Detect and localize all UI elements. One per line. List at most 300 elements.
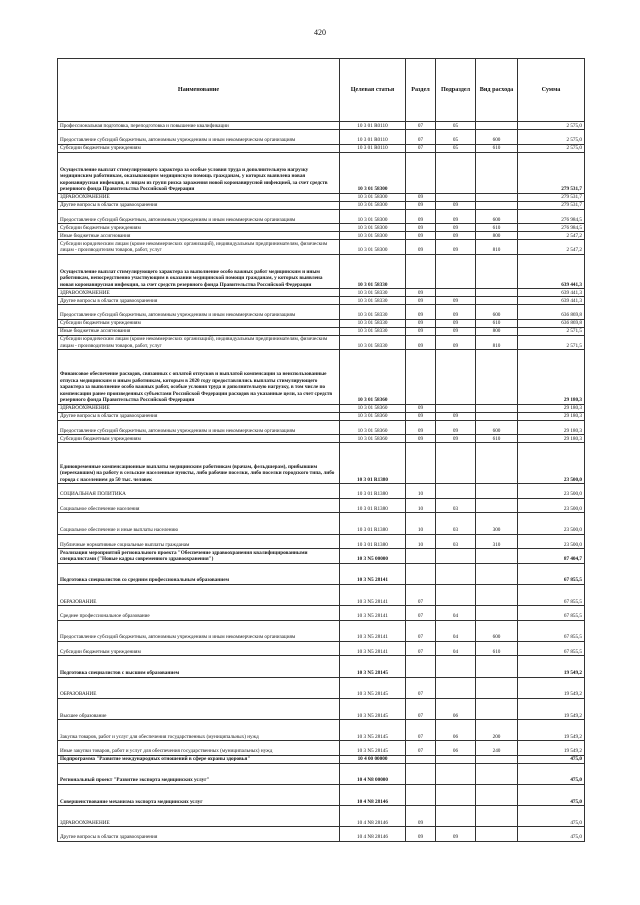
cell-amount: 639 441,3 xyxy=(518,254,585,288)
cell-amount: 67 855,5 xyxy=(518,563,585,584)
cell-subsection: 04 xyxy=(436,641,476,656)
cell-target: 10 3 N5 28141 xyxy=(340,606,406,621)
cell-name: Другие вопросы в области здравоохранения xyxy=(58,297,340,305)
cell-subsection: 09 xyxy=(436,327,476,335)
table-row xyxy=(58,698,585,719)
cell-expense-type xyxy=(476,404,518,412)
cell-section: 07 xyxy=(406,720,436,741)
cell-expense-type: 610 xyxy=(476,641,518,656)
cell-expense-type: 600 xyxy=(476,209,518,224)
cell-target: 10 4 N8 28146 xyxy=(340,806,406,827)
cell-expense-type: 600 xyxy=(476,620,518,641)
cell-expense-type xyxy=(476,193,518,201)
cell-section: 09 xyxy=(406,209,436,224)
cell-name: Субсидии юридическим лицам (кроме некоммерческих организаций), индивидуальным предпринимателям, физическим лицам - производителям товаров, работ, услуг xyxy=(58,240,340,255)
cell-subsection: 09 xyxy=(436,201,476,209)
cell-name: Подготовка специалистов с высшим образованием xyxy=(58,656,340,677)
cell-expense-type: 600 xyxy=(476,305,518,320)
table-row xyxy=(58,224,585,232)
cell-amount: 67 855,5 xyxy=(518,641,585,656)
table-row xyxy=(58,549,585,564)
cell-target: 10 3 01 58300 xyxy=(340,152,406,193)
cell-target: 10 3 01 58330 xyxy=(340,327,406,335)
table-row xyxy=(58,335,585,350)
cell-section: 09 xyxy=(406,193,436,201)
header-target: Целевая статья xyxy=(340,59,406,122)
cell-subsection: 09 xyxy=(436,297,476,305)
cell-name: Социальное обеспечение населения xyxy=(58,498,340,513)
cell-name: Субсидии бюджетным учреждениям xyxy=(58,224,340,232)
budget-table xyxy=(57,58,585,842)
cell-name: Субсидии бюджетным учреждениям xyxy=(58,641,340,656)
cell-expense-type xyxy=(476,806,518,827)
cell-name: Социальное обеспечение и иные выплаты населению xyxy=(58,513,340,534)
table-row xyxy=(58,404,585,412)
cell-target: 10 3 01 58300 xyxy=(340,232,406,240)
cell-target: 10 3 01 58300 xyxy=(340,240,406,255)
cell-amount: 19 549,2 xyxy=(518,677,585,698)
cell-subsection xyxy=(436,404,476,412)
cell-target: 10 3 N5 28141 xyxy=(340,620,406,641)
cell-target: 10 3 N5 28145 xyxy=(340,720,406,741)
cell-subsection: 05 xyxy=(436,122,476,130)
cell-expense-type xyxy=(476,297,518,305)
cell-subsection: 09 xyxy=(436,209,476,224)
cell-name: Реализация мероприятий регионального проекта "Обеспечение здравоохранения квалифицированными специалистами ("Новые кадры современного здравоохранения") xyxy=(58,549,340,564)
cell-name: Осуществление выплат стимулирующего характера за особые условия труда и дополнительную нагрузку медицинским работникам, оказывающим медицинскую помощь гражданам, у которых выявлена новая коронавирусная инфекция, и лицам из групп риска заражения новой коронавирусной инфекцией, за счет средств резервного фонда Правительства Российской Федерации xyxy=(58,152,340,193)
table-row xyxy=(58,784,585,805)
cell-amount: 475,0 xyxy=(518,827,585,842)
cell-subsection xyxy=(436,763,476,784)
cell-target: 10 3 01 58330 xyxy=(340,254,406,288)
table-row xyxy=(58,534,585,549)
cell-expense-type xyxy=(476,549,518,564)
cell-target: 10 3 01 R0110 xyxy=(340,122,406,130)
cell-target: 10 3 N5 00000 xyxy=(340,549,406,564)
cell-name: СОЦИАЛЬНАЯ ПОЛИТИКА xyxy=(58,484,340,499)
cell-amount: 2 571,5 xyxy=(518,327,585,335)
cell-name: Публичные нормативные социальные выплаты гражданам xyxy=(58,534,340,549)
cell-target: 10 3 01 58330 xyxy=(340,305,406,320)
cell-expense-type xyxy=(476,122,518,130)
cell-section: 09 xyxy=(406,435,436,443)
cell-target: 10 3 01 58360 xyxy=(340,435,406,443)
cell-amount: 639 441,3 xyxy=(518,289,585,297)
cell-target: 10 3 01 58330 xyxy=(340,319,406,327)
cell-expense-type: 810 xyxy=(476,335,518,350)
cell-expense-type xyxy=(476,763,518,784)
cell-expense-type: 610 xyxy=(476,435,518,443)
cell-subsection: 09 xyxy=(436,240,476,255)
cell-amount: 2 547,2 xyxy=(518,240,585,255)
cell-name: Иные закупки товаров, работ и услуг для обеспечения государственных (муниципальных) нужд xyxy=(58,741,340,756)
cell-target: 10 3 01 58330 xyxy=(340,297,406,305)
cell-expense-type xyxy=(476,201,518,209)
table-row xyxy=(58,350,585,404)
cell-subsection xyxy=(436,152,476,193)
table-row xyxy=(58,641,585,656)
table-header-row xyxy=(58,59,585,122)
cell-amount: 19 549,2 xyxy=(518,720,585,741)
cell-target: 10 3 01 R1380 xyxy=(340,443,406,484)
cell-name: ЗДРАВООХРАНЕНИЕ xyxy=(58,404,340,412)
table-row xyxy=(58,122,585,130)
cell-name: Среднее профессиональное образование xyxy=(58,606,340,621)
cell-subsection: 05 xyxy=(436,144,476,152)
cell-subsection: 05 xyxy=(436,130,476,145)
cell-section: 09 xyxy=(406,327,436,335)
cell-expense-type: 600 xyxy=(476,420,518,435)
cell-amount: 636 869,8 xyxy=(518,305,585,320)
cell-target: 10 3 N5 28141 xyxy=(340,584,406,605)
cell-name: Предоставление субсидий бюджетным, автономным учреждениям и иным некоммерческим организациям xyxy=(58,130,340,145)
cell-section xyxy=(406,152,436,193)
cell-amount: 23 500,0 xyxy=(518,498,585,513)
table-row xyxy=(58,201,585,209)
cell-subsection: 06 xyxy=(436,720,476,741)
cell-target: 10 3 N5 28145 xyxy=(340,698,406,719)
cell-expense-type: 610 xyxy=(476,224,518,232)
cell-name: ОБРАЗОВАНИЕ xyxy=(58,584,340,605)
cell-subsection xyxy=(436,193,476,201)
cell-amount: 2 575,0 xyxy=(518,144,585,152)
cell-subsection: 09 xyxy=(436,305,476,320)
cell-name: ОБРАЗОВАНИЕ xyxy=(58,677,340,698)
cell-expense-type xyxy=(476,656,518,677)
cell-name: Финансовое обеспечение расходов, связанных с оплатой отпусков и выплатой компенсации за неиспользованные отпуска медицинским и иным работникам, которым в 2020 году предоставлялись выплаты стимулирующего характера за выполнение особо важных работ, особые условия труда и дополнительную нагрузку, в том числе по компенсации ранее произведенных субъектами Российской Федерации расходов на указанные цели, за счет средств резервного фонда Правительства Российской Федерации xyxy=(58,350,340,404)
cell-name: Субсидии бюджетным учреждениям xyxy=(58,319,340,327)
cell-amount: 276 984,5 xyxy=(518,224,585,232)
cell-target: 10 3 01 58360 xyxy=(340,420,406,435)
cell-target: 10 3 01 58300 xyxy=(340,193,406,201)
cell-name: Субсидии юридическим лицам (кроме некоммерческих организаций), индивидуальным предпринимателям, физическим лицам - производителям товаров, работ, услуг xyxy=(58,335,340,350)
cell-section: 07 xyxy=(406,641,436,656)
cell-amount: 29 180,3 xyxy=(518,435,585,443)
cell-amount: 279 531,7 xyxy=(518,152,585,193)
cell-subsection: 09 xyxy=(436,224,476,232)
cell-amount: 23 500,0 xyxy=(518,484,585,499)
cell-target: 10 3 01 58360 xyxy=(340,350,406,404)
cell-target: 10 3 01 58300 xyxy=(340,224,406,232)
cell-section: 07 xyxy=(406,741,436,756)
cell-amount: 23 500,0 xyxy=(518,513,585,534)
cell-expense-type: 800 xyxy=(476,327,518,335)
table-row xyxy=(58,484,585,499)
cell-amount: 19 549,2 xyxy=(518,741,585,756)
header-name: Наименование xyxy=(58,59,340,122)
cell-name: Субсидии бюджетным учреждениям xyxy=(58,144,340,152)
cell-name: Единовременные компенсационные выплаты медицинским работникам (врачам, фельдшерам), прибывшим (переехавшим) на работу в сельские населенные пункты, либо рабочие поселки, либо поселки городского типа, либо города с населением до 50 тыс. человек xyxy=(58,443,340,484)
table-row xyxy=(58,763,585,784)
cell-target: 10 3 01 R0110 xyxy=(340,130,406,145)
header-amount: Сумма xyxy=(518,59,585,122)
cell-subsection xyxy=(436,656,476,677)
cell-expense-type xyxy=(476,677,518,698)
cell-amount: 29 180,3 xyxy=(518,420,585,435)
cell-amount: 276 984,5 xyxy=(518,209,585,224)
cell-expense-type: 610 xyxy=(476,144,518,152)
cell-subsection: 04 xyxy=(436,606,476,621)
cell-section: 10 xyxy=(406,484,436,499)
cell-target: 10 3 01 R1380 xyxy=(340,534,406,549)
cell-section: 09 xyxy=(406,420,436,435)
cell-section xyxy=(406,784,436,805)
page-number: 420 xyxy=(314,28,326,37)
cell-name: Предоставление субсидий бюджетным, автономным учреждениям и иным некоммерческим организациям xyxy=(58,620,340,641)
cell-name: Субсидии бюджетным учреждениям xyxy=(58,435,340,443)
table-row xyxy=(58,319,585,327)
cell-subsection xyxy=(436,443,476,484)
cell-name: ЗДРАВООХРАНЕНИЕ xyxy=(58,289,340,297)
cell-subsection xyxy=(436,563,476,584)
cell-amount: 2 575,0 xyxy=(518,122,585,130)
table-row xyxy=(58,420,585,435)
cell-expense-type xyxy=(476,484,518,499)
cell-section: 09 xyxy=(406,305,436,320)
cell-amount: 2 571,5 xyxy=(518,335,585,350)
cell-target: 10 4 N8 28146 xyxy=(340,784,406,805)
cell-subsection xyxy=(436,584,476,605)
cell-amount: 23 500,0 xyxy=(518,534,585,549)
table-row xyxy=(58,435,585,443)
cell-subsection xyxy=(436,484,476,499)
cell-section: 09 xyxy=(406,232,436,240)
cell-expense-type: 600 xyxy=(476,130,518,145)
cell-name: Профессиональная подготовка, переподготовка и повышение квалификации xyxy=(58,122,340,130)
table-row xyxy=(58,327,585,335)
cell-amount: 279 531,7 xyxy=(518,193,585,201)
cell-subsection xyxy=(436,755,476,763)
cell-subsection xyxy=(436,806,476,827)
table-row xyxy=(58,741,585,756)
cell-amount: 23 500,0 xyxy=(518,443,585,484)
cell-name: Предоставление субсидий бюджетным, автономным учреждениям и иным некоммерческим организациям xyxy=(58,305,340,320)
cell-subsection: 03 xyxy=(436,534,476,549)
cell-name: Высшее образование xyxy=(58,698,340,719)
cell-subsection xyxy=(436,784,476,805)
cell-expense-type xyxy=(476,443,518,484)
cell-amount: 636 869,8 xyxy=(518,319,585,327)
cell-section: 09 xyxy=(406,224,436,232)
cell-section: 09 xyxy=(406,827,436,842)
cell-expense-type: 300 xyxy=(476,513,518,534)
cell-expense-type: 810 xyxy=(476,240,518,255)
cell-section: 07 xyxy=(406,584,436,605)
cell-expense-type xyxy=(476,698,518,719)
cell-subsection: 04 xyxy=(436,620,476,641)
cell-subsection: 09 xyxy=(436,420,476,435)
cell-name: Предоставление субсидий бюджетным, автономным учреждениям и иным некоммерческим организациям xyxy=(58,420,340,435)
table-row xyxy=(58,240,585,255)
cell-expense-type xyxy=(476,584,518,605)
table-row xyxy=(58,289,585,297)
cell-section: 07 xyxy=(406,677,436,698)
cell-amount: 475,0 xyxy=(518,755,585,763)
cell-target: 10 3 01 58360 xyxy=(340,404,406,412)
cell-amount: 29 180,3 xyxy=(518,412,585,420)
cell-section: 07 xyxy=(406,620,436,641)
cell-expense-type: 610 xyxy=(476,319,518,327)
cell-target: 10 3 01 58330 xyxy=(340,335,406,350)
cell-target: 10 3 N5 28141 xyxy=(340,641,406,656)
cell-expense-type: 240 xyxy=(476,741,518,756)
cell-amount: 19 549,2 xyxy=(518,698,585,719)
cell-section: 07 xyxy=(406,698,436,719)
header-subsection: Подраздел xyxy=(436,59,476,122)
cell-subsection xyxy=(436,677,476,698)
cell-target: 10 3 N5 28145 xyxy=(340,677,406,698)
cell-subsection xyxy=(436,350,476,404)
cell-target: 10 3 01 58300 xyxy=(340,201,406,209)
cell-expense-type xyxy=(476,350,518,404)
cell-section xyxy=(406,254,436,288)
table-row xyxy=(58,620,585,641)
cell-amount: 475,0 xyxy=(518,784,585,805)
cell-expense-type xyxy=(476,827,518,842)
table-row xyxy=(58,443,585,484)
cell-expense-type: 800 xyxy=(476,232,518,240)
cell-target: 10 4 N8 00000 xyxy=(340,763,406,784)
cell-expense-type: 200 xyxy=(476,720,518,741)
header-expense-type: Вид расхода xyxy=(476,59,518,122)
cell-section: 07 xyxy=(406,130,436,145)
table-row xyxy=(58,513,585,534)
cell-section xyxy=(406,350,436,404)
cell-section: 09 xyxy=(406,404,436,412)
table-row xyxy=(58,677,585,698)
cell-amount: 475,0 xyxy=(518,763,585,784)
cell-section xyxy=(406,656,436,677)
cell-expense-type xyxy=(476,412,518,420)
cell-subsection: 09 xyxy=(436,319,476,327)
cell-section: 09 xyxy=(406,806,436,827)
cell-subsection: 09 xyxy=(436,412,476,420)
cell-name: Осуществление выплат стимулирующего характера за выполнение особо важных работ медицинским и иным работникам, непосредственно участвующим в оказании медицинской помощи гражданам, у которых выявлена новая коронавирусная инфекция, за счет средств резервного фонда Правительства Российской Федерации xyxy=(58,254,340,288)
table-row xyxy=(58,209,585,224)
cell-name: Другие вопросы в области здравоохранения xyxy=(58,201,340,209)
cell-section xyxy=(406,763,436,784)
cell-amount: 29 180,3 xyxy=(518,404,585,412)
table-row xyxy=(58,193,585,201)
cell-target: 10 4 N8 28146 xyxy=(340,827,406,842)
cell-target: 10 3 N5 28145 xyxy=(340,656,406,677)
cell-section: 07 xyxy=(406,122,436,130)
cell-target: 10 3 01 R1380 xyxy=(340,513,406,534)
cell-amount: 639 441,3 xyxy=(518,297,585,305)
cell-name: Предоставление субсидий бюджетным, автономным учреждениям и иным некоммерческим организациям xyxy=(58,209,340,224)
cell-subsection: 03 xyxy=(436,498,476,513)
cell-target: 10 3 01 R0110 xyxy=(340,144,406,152)
cell-amount: 29 180,3 xyxy=(518,350,585,404)
table-row xyxy=(58,130,585,145)
cell-amount: 67 855,5 xyxy=(518,606,585,621)
cell-target: 10 3 N5 28145 xyxy=(340,741,406,756)
cell-section: 09 xyxy=(406,201,436,209)
cell-expense-type xyxy=(476,606,518,621)
cell-target: 10 4 00 00000 xyxy=(340,755,406,763)
table-row xyxy=(58,827,585,842)
cell-expense-type xyxy=(476,152,518,193)
table-row xyxy=(58,498,585,513)
table-row xyxy=(58,232,585,240)
cell-name: Другие вопросы в области здравоохранения xyxy=(58,827,340,842)
cell-section: 10 xyxy=(406,513,436,534)
table-row xyxy=(58,152,585,193)
cell-section xyxy=(406,443,436,484)
cell-subsection: 03 xyxy=(436,513,476,534)
cell-section: 09 xyxy=(406,412,436,420)
cell-section xyxy=(406,549,436,564)
cell-subsection xyxy=(436,289,476,297)
cell-name: Иные бюджетные ассигнования xyxy=(58,232,340,240)
table-row xyxy=(58,563,585,584)
cell-target: 10 3 01 58360 xyxy=(340,412,406,420)
cell-expense-type xyxy=(476,289,518,297)
cell-subsection xyxy=(436,549,476,564)
table-row xyxy=(58,755,585,763)
cell-name: ЗДРАВООХРАНЕНИЕ xyxy=(58,806,340,827)
cell-subsection: 09 xyxy=(436,232,476,240)
cell-subsection xyxy=(436,254,476,288)
cell-section: 09 xyxy=(406,297,436,305)
cell-amount: 2 575,0 xyxy=(518,130,585,145)
table-row xyxy=(58,305,585,320)
cell-section: 07 xyxy=(406,144,436,152)
cell-subsection: 09 xyxy=(436,435,476,443)
cell-section: 09 xyxy=(406,289,436,297)
cell-section: 09 xyxy=(406,240,436,255)
cell-section: 10 xyxy=(406,498,436,513)
cell-target: 10 3 01 R1380 xyxy=(340,498,406,513)
table-row xyxy=(58,656,585,677)
cell-subsection: 06 xyxy=(436,741,476,756)
cell-subsection: 09 xyxy=(436,827,476,842)
cell-amount: 2 547,2 xyxy=(518,232,585,240)
table-row xyxy=(58,584,585,605)
cell-target: 10 3 N5 28141 xyxy=(340,563,406,584)
cell-name: ЗДРАВООХРАНЕНИЕ xyxy=(58,193,340,201)
cell-amount: 279 531,7 xyxy=(518,201,585,209)
table-row xyxy=(58,412,585,420)
cell-name: Иные бюджетные ассигнования xyxy=(58,327,340,335)
cell-amount: 87 404,7 xyxy=(518,549,585,564)
cell-name: Подпрограмма "Развитие международных отношений в сфере охраны здоровья" xyxy=(58,755,340,763)
table-row xyxy=(58,806,585,827)
cell-subsection: 06 xyxy=(436,698,476,719)
cell-name: Закупка товаров, работ и услуг для обеспечения государственных (муниципальных) нужд xyxy=(58,720,340,741)
cell-expense-type: 310 xyxy=(476,534,518,549)
table-row xyxy=(58,144,585,152)
cell-target: 10 3 01 58300 xyxy=(340,209,406,224)
header-section: Раздел xyxy=(406,59,436,122)
cell-section: 10 xyxy=(406,534,436,549)
cell-section xyxy=(406,755,436,763)
cell-expense-type xyxy=(476,254,518,288)
cell-name: Подготовка специалистов со средним профессиональным образованием xyxy=(58,563,340,584)
cell-name: Региональный проект "Развитие экспорта медицинских услуг" xyxy=(58,763,340,784)
cell-subsection: 09 xyxy=(436,335,476,350)
cell-amount: 67 855,5 xyxy=(518,620,585,641)
cell-expense-type xyxy=(476,563,518,584)
cell-section xyxy=(406,563,436,584)
cell-expense-type xyxy=(476,498,518,513)
cell-name: Совершенствование механизма экспорта медицинских услуг xyxy=(58,784,340,805)
cell-expense-type xyxy=(476,755,518,763)
cell-section: 09 xyxy=(406,335,436,350)
table-row xyxy=(58,254,585,288)
cell-amount: 475,0 xyxy=(518,806,585,827)
table-row xyxy=(58,606,585,621)
